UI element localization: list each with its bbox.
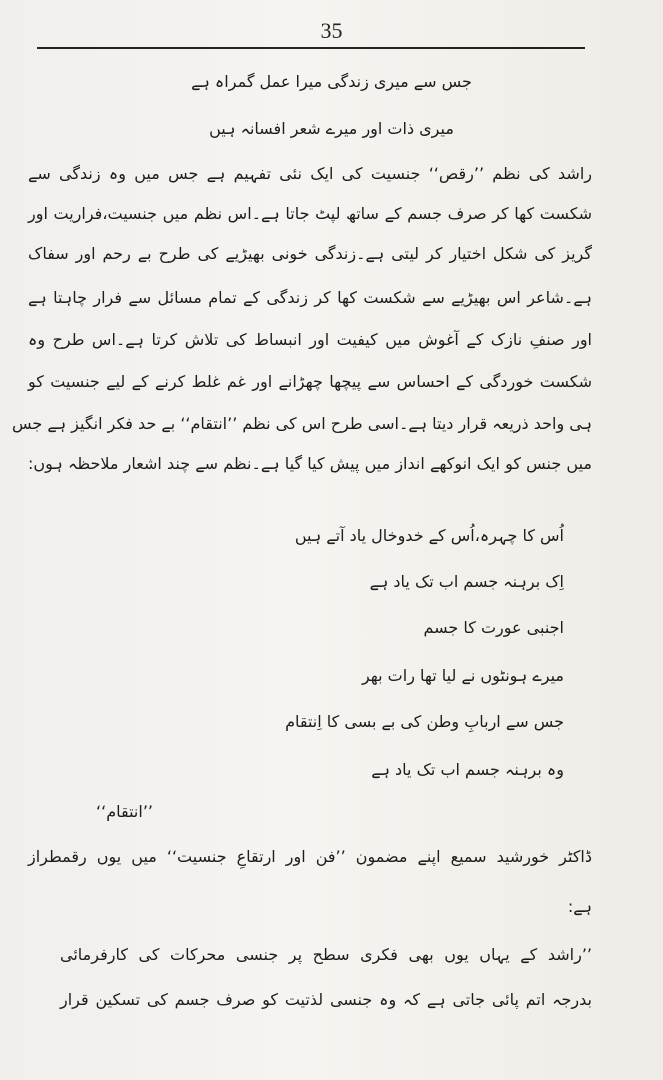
quote-line-1: ’’راشد کے یہاں یوں بھی فکری سطح پر جنسی محرکات کی کارفرمائی xyxy=(60,945,592,964)
paragraph2-line-2: ہے: xyxy=(567,897,592,916)
paragraph1-line-7: ہی واحد ذریعہ قرار دیتا ہے۔اسی طرح اس کی نظم ’’انتقام‘‘ بے حد فکر انگیز ہے جس xyxy=(11,414,592,433)
poem-line-1: اُس کا چہرہ،اُس کے خدوخال یاد آتے ہیں xyxy=(294,526,564,545)
paragraph1-line-5: اور صنفِ نازک کے آغوش میں کیفیت اور انبساط کی تلاش کرتا ہے۔اس طرح وہ xyxy=(28,330,592,349)
paragraph1-line-2: شکست کھا کر صرف جسم کے ساتھ لپٹ جاتا ہے۔اس نظم میں جنسیت،فراریت اور xyxy=(28,204,592,223)
page-number: 35 xyxy=(320,18,343,43)
paragraph1-line-6: شکست خوردگی کے احساس سے پیچھا چھڑانے اور غم غلط کرنے کے لیے جنسیت کو xyxy=(28,372,592,391)
paragraph1-line-8: میں جنس کو ایک انوکھے انداز میں پیش کیا گیا ہے۔نظم سے چند اشعار ملاحظہ ہوں: xyxy=(28,454,592,473)
header-rule xyxy=(37,47,585,49)
couplet-line-2: میری ذات اور میرے شعر افسانہ ہیں xyxy=(209,119,454,138)
couplet-line-1: جس سے میری زندگی میرا عمل گمراہ ہے xyxy=(191,72,472,91)
poem-line-2: اِک برہنہ جسم اب تک یاد ہے xyxy=(369,572,564,591)
paragraph1-line-3: گریز کی شکل اختیار کر لیتی ہے۔زندگی خونی بھیڑیے کی طرح بے رحم اور سفاک xyxy=(28,244,592,263)
paragraph1-line-1: راشد کی نظم ’’رقص‘‘ جنسیت کی ایک نئی تفہیم ہے جس میں وہ زندگی سے xyxy=(28,164,592,183)
poem-line-3: اجنبی عورت کا جسم xyxy=(423,618,564,637)
poem-line-4: میرے ہونٹوں نے لیا تھا رات بھر xyxy=(361,666,564,685)
paragraph1-line-4: ہے۔شاعر اس بھیڑیے سے شکست کھا کر زندگی کے تمام مسائل سے فرار چاہتا ہے xyxy=(28,288,592,307)
quote-line-2: بدرجہ اتم پائی جاتی ہے کہ وہ جنسی لذتیت کو صرف جسم کی تسکین قرار xyxy=(60,990,592,1009)
poem-line-6: وہ برہنہ جسم اب تک یاد ہے xyxy=(371,760,564,779)
poem-line-5: جس سے اربابِ وطن کی بے بسی کا اِنتقام xyxy=(285,712,564,731)
poem-title-attribution: ’’انتقام‘‘ xyxy=(96,802,153,821)
paragraph2-line-1: ڈاکٹر خورشید سمیع اپنے مضمون ’’فن اور ارتقاعِ جنسیت‘‘ میں یوں رقمطراز xyxy=(28,847,592,866)
